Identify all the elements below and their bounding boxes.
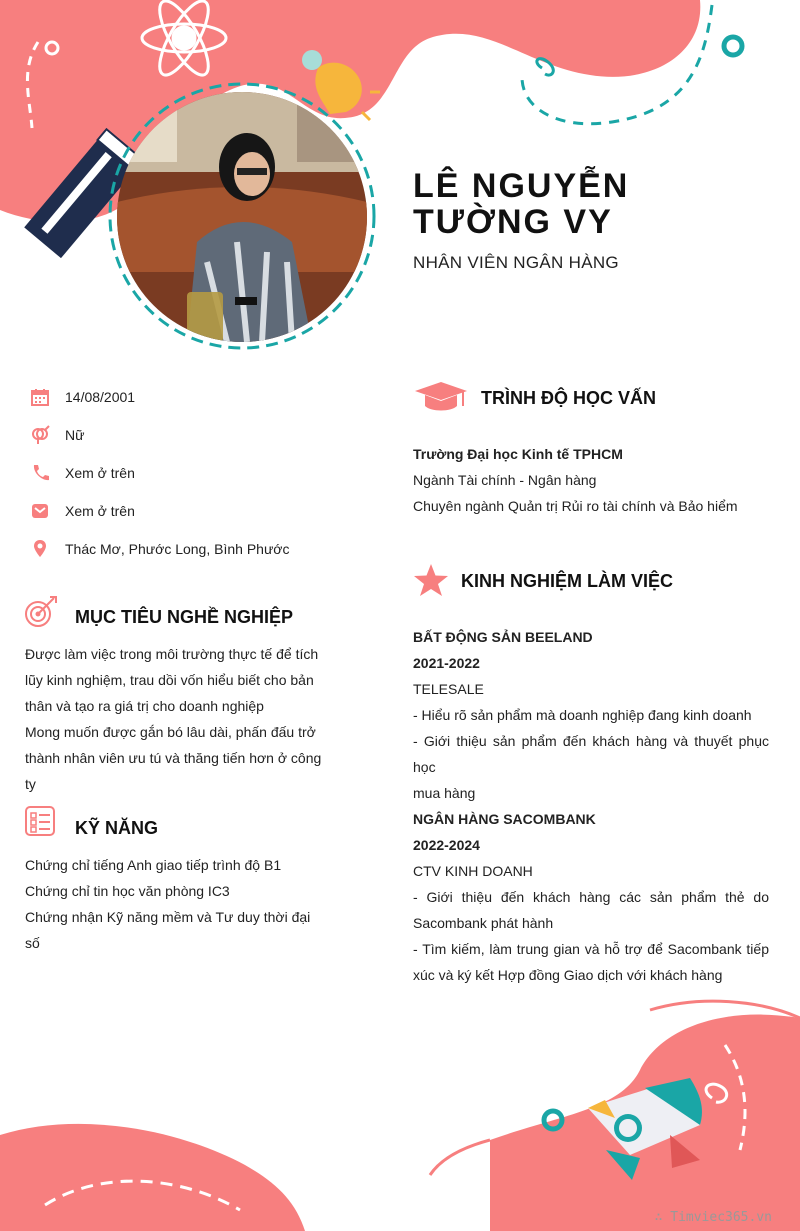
watermark: ∴ Timviec365.vn xyxy=(654,1210,772,1225)
job-duty: - Giới thiệu đến khách hàng các sản phẩm thẻ do xyxy=(413,889,769,905)
skill-item: Chứng chỉ tin học văn phòng IC3 xyxy=(25,883,230,899)
gender: Nữ xyxy=(65,427,85,443)
experience-item xyxy=(413,806,769,988)
objective-line: Mong muốn được gắn bó lâu dài, phấn đấu trở xyxy=(25,724,316,740)
objective-line: thành nhân viên ưu tú và thăng tiến hơn ở công xyxy=(25,750,322,766)
footer-decoration xyxy=(0,990,800,1231)
skill-item: số xyxy=(25,935,40,951)
job-period: 2021-2022 xyxy=(413,655,480,671)
address-row xyxy=(30,537,290,561)
objective-line: thân và tạo ra giá trị cho doanh nghiệp xyxy=(25,698,264,714)
address: Thác Mơ, Phước Long, Bình Phước xyxy=(65,541,290,557)
location-icon xyxy=(30,539,50,559)
graduation-cap-icon xyxy=(413,380,469,414)
gender-icon xyxy=(30,425,50,445)
skill-item: Chứng chỉ tiếng Anh giao tiếp trình độ B1 xyxy=(25,857,282,873)
education-details xyxy=(413,441,773,519)
job-duty: mua hàng xyxy=(413,785,476,801)
skills-title: KỸ NĂNG xyxy=(75,818,159,838)
job-duty: - Giới thiệu sản phẩm đến khách hàng và thuyết phục học xyxy=(413,733,769,775)
profile-photo xyxy=(117,92,367,342)
candidate-name: LÊ NGUYỄN TƯỜNG VY xyxy=(413,167,630,241)
star-icon xyxy=(413,563,449,597)
experience-title: KINH NGHIỆM LÀM VIỆC xyxy=(461,571,674,591)
school-name: Trường Đại học Kinh tế TPHCM xyxy=(413,446,623,462)
company-name: NGÂN HÀNG SACOMBANK xyxy=(413,811,596,827)
education-title: TRÌNH ĐỘ HỌC VẤN xyxy=(481,388,656,408)
email: Xem ở trên xyxy=(65,503,135,519)
phone: Xem ở trên xyxy=(65,465,135,481)
job-position: TELESALE xyxy=(413,681,484,697)
calendar-icon xyxy=(30,387,50,407)
objective-title: MỤC TIÊU NGHỀ NGHIỆP xyxy=(75,607,294,627)
gender-row xyxy=(30,423,84,447)
company-name: BẤT ĐỘNG SẢN BEELAND xyxy=(413,629,593,645)
email-icon xyxy=(30,501,50,521)
job-title: NHÂN VIÊN NGÂN HÀNG xyxy=(413,253,619,272)
objective-line: Được làm việc trong môi trường thực tế để tích xyxy=(25,646,319,662)
objective-line: ty xyxy=(25,776,36,792)
experience-item xyxy=(413,624,769,806)
skill-item: Chứng nhận Kỹ năng mềm và Tư duy thời đại xyxy=(25,909,311,925)
phone-row xyxy=(30,461,135,485)
job-duty: xúc và ký kết Hợp đồng Giao dịch với khách hàng xyxy=(413,967,723,983)
job-period: 2022-2024 xyxy=(413,837,480,853)
job-position: CTV KINH DOANH xyxy=(413,863,533,879)
job-duty: Sacombank phát hành xyxy=(413,915,554,931)
checklist-icon xyxy=(24,805,56,837)
skills-text xyxy=(25,852,325,956)
birthdate-row xyxy=(30,385,135,409)
email-row xyxy=(30,499,135,523)
objective-line: lũy kinh nghiệm, trau dồi vốn hiểu biết cho bản xyxy=(25,672,314,688)
job-duty: - Tìm kiếm, làm trung gian và hỗ trợ để Sacombank tiếp xyxy=(413,941,769,957)
specialization: Chuyên ngành Quản trị Rủi ro tài chính và Bảo hiểm xyxy=(413,498,738,514)
major: Ngành Tài chính - Ngân hàng xyxy=(413,472,597,488)
job-duty: - Hiểu rõ sản phẩm mà doanh nghiệp đang kinh doanh xyxy=(413,707,752,723)
target-icon xyxy=(24,595,58,629)
birthdate: 14/08/2001 xyxy=(65,389,136,405)
phone-icon xyxy=(30,463,50,483)
objective-text xyxy=(25,641,325,797)
